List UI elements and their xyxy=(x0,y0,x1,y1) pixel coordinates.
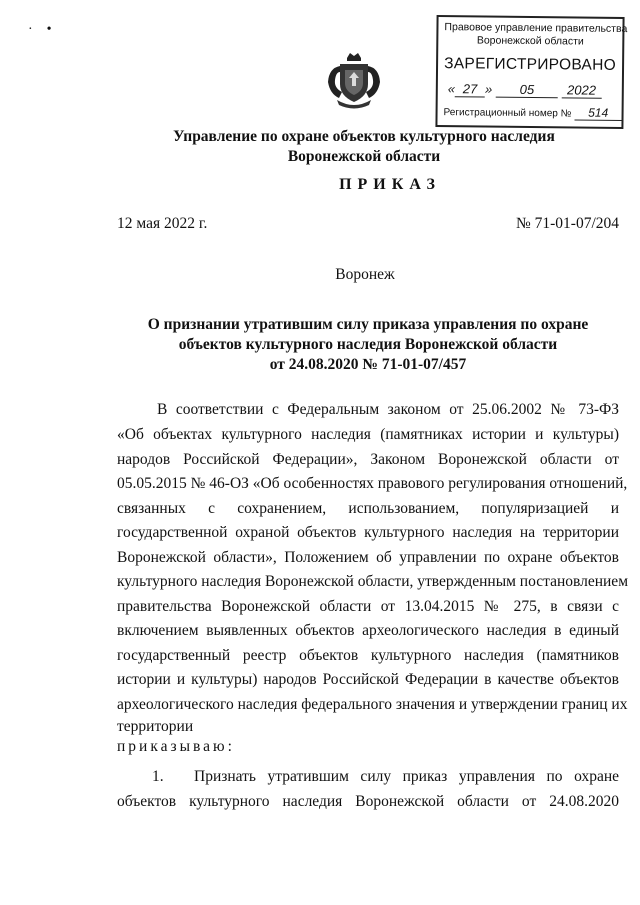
stamp-reg-label: Регистрационный номер № xyxy=(443,107,572,120)
document-city: Воронеж xyxy=(335,266,395,283)
body-line: государственной охраной объектов культурного наследия на территории xyxy=(117,524,619,541)
body-line: «Об объектах культурного наследия (памятниках истории и культуры) xyxy=(117,426,619,443)
document-number: № 71-01-07/204 xyxy=(515,215,619,232)
body-line: народов Российской Федерации», Законом Воронежской области от xyxy=(117,451,619,468)
subject-line: объектов культурного наследия Воронежской области xyxy=(178,336,558,353)
margin-marks: ·• xyxy=(28,22,66,37)
stamp-reg-number xyxy=(444,104,623,121)
body-line: культурного наследия Воронежской области, утвержденным постановлением xyxy=(117,573,629,590)
body-line: истории и культуры) народов Российской Федерации в качестве объектов xyxy=(117,671,619,688)
subject-line: от 24.08.2020 № 71-01-07/457 xyxy=(269,356,467,373)
stamp-line2: Воронежской области xyxy=(476,34,584,48)
stamp-date-year: 2022 xyxy=(561,82,601,98)
stamp-reg-value: 514 xyxy=(574,105,622,121)
body-line: археологического наследия федерального значения и утверждении границ их xyxy=(117,696,628,713)
stamp-date-month: 05 xyxy=(496,82,558,99)
body-line: территории xyxy=(117,718,194,735)
subject-line: О признании утратившим силу приказа управления по охране xyxy=(147,316,589,333)
body-line: 05.05.2015 № 46-ОЗ «Об особенностях правового регулирования отношений, xyxy=(117,475,628,492)
stamp-line1: Правовое управление правительства xyxy=(444,21,628,36)
item-line: объектов культурного наследия Воронежской области от 24.08.2020 xyxy=(117,793,619,810)
body-line: связанных с сохранением, использованием, популяризацией и xyxy=(117,500,619,517)
body-line: государственный реестр объектов культурного наследия (памятников xyxy=(117,647,619,664)
body-line: правительства Воронежской области от 13.04.2015 № 275, в связи с xyxy=(117,598,619,615)
body-line: В соответствии с Федеральным законом от 25.06.2002 № 73-ФЗ xyxy=(157,401,619,418)
document-date: 12 мая 2022 г. xyxy=(117,215,208,232)
document-type: ПРИКАЗ xyxy=(339,176,441,193)
registration-stamp xyxy=(435,15,628,129)
stamp-date: « 27 » 05 2022 xyxy=(448,81,602,99)
org-name-line1: Управление по охране объектов культурного наследия xyxy=(173,128,555,145)
body-line: Воронежской области», Положением об управлении по охране объектов xyxy=(117,549,619,566)
stamp-date-day: 27 xyxy=(455,81,485,97)
item-line: Признать утратившим силу приказ управления по охране xyxy=(194,768,619,785)
coat-of-arms-icon xyxy=(325,50,383,112)
order-word: приказываю: xyxy=(117,738,235,755)
org-name-line2: Воронежской области xyxy=(287,148,441,165)
body-line: включением выявленных объектов археологического наследия в единый xyxy=(117,622,619,639)
item-number: 1. xyxy=(152,768,164,785)
stamp-registered: ЗАРЕГИСТРИРОВАНО xyxy=(444,55,617,74)
